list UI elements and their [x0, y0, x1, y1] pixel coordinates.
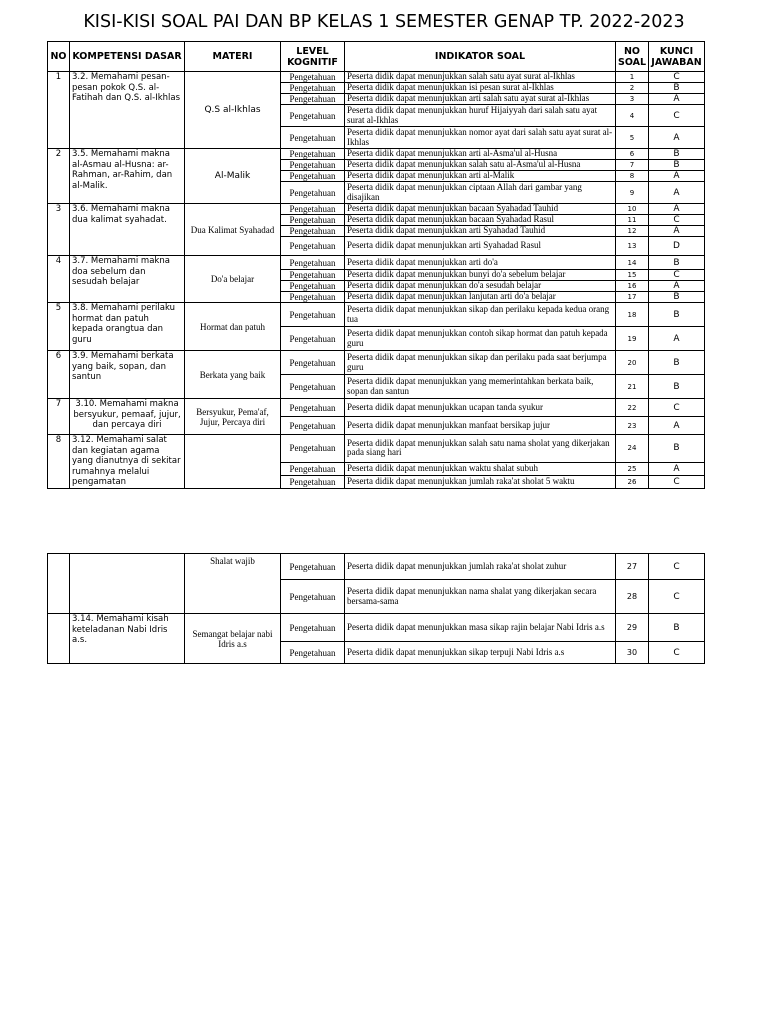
kompetensi-dasar: 3.14. Memahami kisah keteladanan Nabi Idris a.s.	[70, 614, 185, 664]
level-kognitif: Pengetahuan	[281, 614, 345, 642]
kunci-jawaban: B	[649, 614, 705, 642]
indikator-soal: Peserta didik dapat menunjukkan jumlah raka'at sholat 5 waktu	[345, 475, 616, 488]
table-row	[48, 72, 705, 83]
no-soal: 8	[616, 171, 649, 182]
table-row	[48, 399, 705, 417]
no-soal: 5	[616, 127, 649, 149]
table-row	[48, 256, 705, 270]
level-kognitif: Pengetahuan	[281, 399, 345, 417]
level-kognitif: Pengetahuan	[281, 83, 345, 94]
indikator-soal: Peserta didik dapat menunjukkan arti al-Malik	[345, 171, 616, 182]
level-kognitif: Pengetahuan	[281, 375, 345, 399]
level-kognitif: Pengetahuan	[281, 303, 345, 327]
level-kognitif: Pengetahuan	[281, 182, 345, 204]
kompetensi-dasar	[70, 554, 185, 614]
materi: Bersyukur, Pema'af, Jujur, Percaya diri	[185, 399, 281, 435]
row-no: 6	[48, 351, 70, 399]
level-kognitif: Pengetahuan	[281, 580, 345, 614]
materi: Shalat wajib	[185, 554, 281, 614]
level-kognitif: Pengetahuan	[281, 281, 345, 292]
kunci-jawaban: C	[649, 580, 705, 614]
row-no: 3	[48, 204, 70, 256]
kompetensi-dasar: 3.5. Memahami makna al-Asmau al-Husna: ar-Rahman, ar-Rahim, dan al-Malik.	[70, 149, 185, 204]
kunci-jawaban: B	[649, 435, 705, 463]
level-kognitif: Pengetahuan	[281, 171, 345, 182]
indikator-soal: Peserta didik dapat menunjukkan arti Syahadad Rasul	[345, 237, 616, 256]
kunci-jawaban: C	[649, 642, 705, 664]
kunci-jawaban: A	[649, 94, 705, 105]
level-kognitif: Pengetahuan	[281, 94, 345, 105]
no-soal: 13	[616, 237, 649, 256]
table-row	[48, 204, 705, 215]
table-row	[48, 435, 705, 463]
row-no: 4	[48, 256, 70, 303]
kisi-kisi-table	[47, 41, 705, 489]
kunci-jawaban: A	[649, 462, 705, 475]
indikator-soal: Peserta didik dapat menunjukkan ciptaan Allah dari gambar yang disajikan	[345, 182, 616, 204]
no-soal: 25	[616, 462, 649, 475]
materi: Dua Kalimat Syahadad	[185, 204, 281, 256]
kompetensi-dasar: 3.10. Memahami makna bersyukur, pemaaf, jujur, dan percaya diri	[70, 399, 185, 435]
indikator-soal: Peserta didik dapat menunjukkan waktu shalat subuh	[345, 462, 616, 475]
level-kognitif: Pengetahuan	[281, 160, 345, 171]
kunci-jawaban: A	[649, 281, 705, 292]
no-soal: 30	[616, 642, 649, 664]
kunci-jawaban: B	[649, 83, 705, 94]
kompetensi-dasar: 3.6. Memahami makna dua kalimat syahadat.	[70, 204, 185, 256]
indikator-soal: Peserta didik dapat menunjukkan sikap dan perilaku kepada kedua orang tua	[345, 303, 616, 327]
no-soal: 3	[616, 94, 649, 105]
level-kognitif: Pengetahuan	[281, 237, 345, 256]
kompetensi-dasar: 3.9. Memahami berkata yang baik, sopan, dan santun	[70, 351, 185, 399]
no-soal: 15	[616, 270, 649, 281]
table-row	[48, 554, 705, 580]
page-title: KISI-KISI SOAL PAI DAN BP KELAS 1 SEMESTER GENAP TP. 2022-2023	[83, 12, 685, 32]
no-soal: 10	[616, 204, 649, 215]
level-kognitif: Pengetahuan	[281, 292, 345, 303]
level-kognitif: Pengetahuan	[281, 226, 345, 237]
kunci-jawaban: A	[649, 127, 705, 149]
col-header-kompetensi-dasar: KOMPETENSI DASAR	[70, 42, 185, 72]
kunci-jawaban: A	[649, 171, 705, 182]
no-soal: 12	[616, 226, 649, 237]
kompetensi-dasar: 3.7. Memahami makna doa sebelum dan sesudah belajar	[70, 256, 185, 303]
level-kognitif: Pengetahuan	[281, 204, 345, 215]
kunci-jawaban: A	[649, 204, 705, 215]
indikator-soal: Peserta didik dapat menunjukkan ucapan tanda syukur	[345, 399, 616, 417]
table-header-row	[48, 42, 705, 72]
level-kognitif: Pengetahuan	[281, 215, 345, 226]
indikator-soal: Peserta didik dapat menunjukkan arti Syahadad Tauhid	[345, 226, 616, 237]
row-no: 7	[48, 399, 70, 435]
row-no: 1	[48, 72, 70, 149]
row-no	[48, 554, 70, 614]
indikator-soal: Peserta didik dapat menunjukkan arti do'a	[345, 256, 616, 270]
materi: Semangat belajar nabi Idris a.s	[185, 614, 281, 664]
col-header-materi: MATERI	[185, 42, 281, 72]
table-row	[48, 614, 705, 642]
table-row	[48, 351, 705, 375]
indikator-soal: Peserta didik dapat menunjukkan yang memerintahkan berkata baik, sopan dan santun	[345, 375, 616, 399]
level-kognitif: Pengetahuan	[281, 554, 345, 580]
level-kognitif: Pengetahuan	[281, 270, 345, 281]
level-kognitif: Pengetahuan	[281, 642, 345, 664]
kunci-jawaban: C	[649, 72, 705, 83]
indikator-soal: Peserta didik dapat menunjukkan bunyi do'a sebelum belajar	[345, 270, 616, 281]
no-soal: 7	[616, 160, 649, 171]
kunci-jawaban: C	[649, 105, 705, 127]
level-kognitif: Pengetahuan	[281, 435, 345, 463]
level-kognitif: Pengetahuan	[281, 105, 345, 127]
no-soal: 22	[616, 399, 649, 417]
level-kognitif: Pengetahuan	[281, 475, 345, 488]
materi: Berkata yang baik	[185, 351, 281, 399]
col-header-kunci-jawaban: KUNCI JAWABAN	[649, 42, 705, 72]
kunci-jawaban: A	[649, 226, 705, 237]
kunci-jawaban: A	[649, 417, 705, 435]
indikator-soal: Peserta didik dapat menunjukkan contoh sikap hormat dan patuh kepada guru	[345, 327, 616, 351]
kunci-jawaban: C	[649, 399, 705, 417]
kompetensi-dasar: 3.8. Memahami perilaku hormat dan patuh kepada orangtua dan guru	[70, 303, 185, 351]
materi: Hormat dan patuh	[185, 303, 281, 351]
no-soal: 23	[616, 417, 649, 435]
indikator-soal: Peserta didik dapat menunjukkan arti salah satu ayat surat al-Ikhlas	[345, 94, 616, 105]
table-row	[48, 303, 705, 327]
no-soal: 28	[616, 580, 649, 614]
kunci-jawaban: B	[649, 256, 705, 270]
materi: Al-Malik	[185, 149, 281, 204]
level-kognitif: Pengetahuan	[281, 417, 345, 435]
row-no: 8	[48, 435, 70, 489]
materi: Do'a belajar	[185, 256, 281, 303]
no-soal: 17	[616, 292, 649, 303]
level-kognitif: Pengetahuan	[281, 127, 345, 149]
kisi-kisi-table-continued	[47, 553, 705, 664]
no-soal: 19	[616, 327, 649, 351]
level-kognitif: Pengetahuan	[281, 149, 345, 160]
materi	[185, 435, 281, 489]
kunci-jawaban: D	[649, 237, 705, 256]
kunci-jawaban: A	[649, 182, 705, 204]
indikator-soal: Peserta didik dapat menunjukkan sikap dan perilaku pada saat berjumpa guru	[345, 351, 616, 375]
no-soal: 6	[616, 149, 649, 160]
indikator-soal: Peserta didik dapat menunjukkan salah satu nama sholat yang dikerjakan pada siang hari	[345, 435, 616, 463]
indikator-soal: Peserta didik dapat menunjukkan arti al-Asma'ul al-Husna	[345, 149, 616, 160]
kunci-jawaban: A	[649, 327, 705, 351]
no-soal: 9	[616, 182, 649, 204]
row-no	[48, 614, 70, 664]
kunci-jawaban: B	[649, 303, 705, 327]
col-header-level-kognitif: LEVEL KOGNITIF	[281, 42, 345, 72]
kunci-jawaban: C	[649, 554, 705, 580]
indikator-soal: Peserta didik dapat menunjukkan nama shalat yang dikerjakan secara bersama-sama	[345, 580, 616, 614]
no-soal: 26	[616, 475, 649, 488]
indikator-soal: Peserta didik dapat menunjukkan bacaan Syahadad Rasul	[345, 215, 616, 226]
col-header-no-soal: NO SOAL	[616, 42, 649, 72]
indikator-soal: Peserta didik dapat menunjukkan manfaat bersikap jujur	[345, 417, 616, 435]
indikator-soal: Peserta didik dapat menunjukkan sikap terpuji Nabi Idris a.s	[345, 642, 616, 664]
no-soal: 21	[616, 375, 649, 399]
kunci-jawaban: B	[649, 351, 705, 375]
materi: Q.S al-Ikhlas	[185, 72, 281, 149]
no-soal: 11	[616, 215, 649, 226]
no-soal: 16	[616, 281, 649, 292]
indikator-soal: Peserta didik dapat menunjukkan huruf Hijaiyyah dari salah satu ayat surat al-Ikhlas	[345, 105, 616, 127]
indikator-soal: Peserta didik dapat menunjukkan lanjutan arti do'a belajar	[345, 292, 616, 303]
no-soal: 14	[616, 256, 649, 270]
kunci-jawaban: C	[649, 215, 705, 226]
row-no: 2	[48, 149, 70, 204]
indikator-soal: Peserta didik dapat menunjukkan salah satu ayat surat al-Ikhlas	[345, 72, 616, 83]
no-soal: 4	[616, 105, 649, 127]
level-kognitif: Pengetahuan	[281, 462, 345, 475]
indikator-soal: Peserta didik dapat menunjukkan masa sikap rajin belajar Nabi Idris a.s	[345, 614, 616, 642]
no-soal: 18	[616, 303, 649, 327]
level-kognitif: Pengetahuan	[281, 72, 345, 83]
indikator-soal: Peserta didik dapat menunjukkan jumlah raka'at sholat zuhur	[345, 554, 616, 580]
col-header-no: NO	[48, 42, 70, 72]
no-soal: 1	[616, 72, 649, 83]
col-header-indikator-soal: INDIKATOR SOAL	[345, 42, 616, 72]
kunci-jawaban: B	[649, 149, 705, 160]
indikator-soal: Peserta didik dapat menunjukkan do'a sesudah belajar	[345, 281, 616, 292]
kunci-jawaban: C	[649, 270, 705, 281]
no-soal: 29	[616, 614, 649, 642]
kompetensi-dasar: 3.12. Memahami salat dan kegiatan agama yang dianutnya di sekitar rumahnya melalui pengamatan	[70, 435, 185, 489]
table-row	[48, 149, 705, 160]
indikator-soal: Peserta didik dapat menunjukkan salah satu al-Asma'ul al-Husna	[345, 160, 616, 171]
kunci-jawaban: C	[649, 475, 705, 488]
kunci-jawaban: B	[649, 375, 705, 399]
indikator-soal: Peserta didik dapat menunjukkan nomor ayat dari salah satu ayat surat al-Ikhlas	[345, 127, 616, 149]
kunci-jawaban: B	[649, 292, 705, 303]
no-soal: 20	[616, 351, 649, 375]
no-soal: 27	[616, 554, 649, 580]
kunci-jawaban: B	[649, 160, 705, 171]
no-soal: 2	[616, 83, 649, 94]
level-kognitif: Pengetahuan	[281, 351, 345, 375]
indikator-soal: Peserta didik dapat menunjukkan bacaan Syahadad Tauhid	[345, 204, 616, 215]
level-kognitif: Pengetahuan	[281, 327, 345, 351]
indikator-soal: Peserta didik dapat menunjukkan isi pesan surat al-Ikhlas	[345, 83, 616, 94]
kompetensi-dasar: 3.2. Memahami pesan-pesan pokok Q.S. al-Fatihah dan Q.S. al-Ikhlas	[70, 72, 185, 149]
row-no: 5	[48, 303, 70, 351]
level-kognitif: Pengetahuan	[281, 256, 345, 270]
no-soal: 24	[616, 435, 649, 463]
